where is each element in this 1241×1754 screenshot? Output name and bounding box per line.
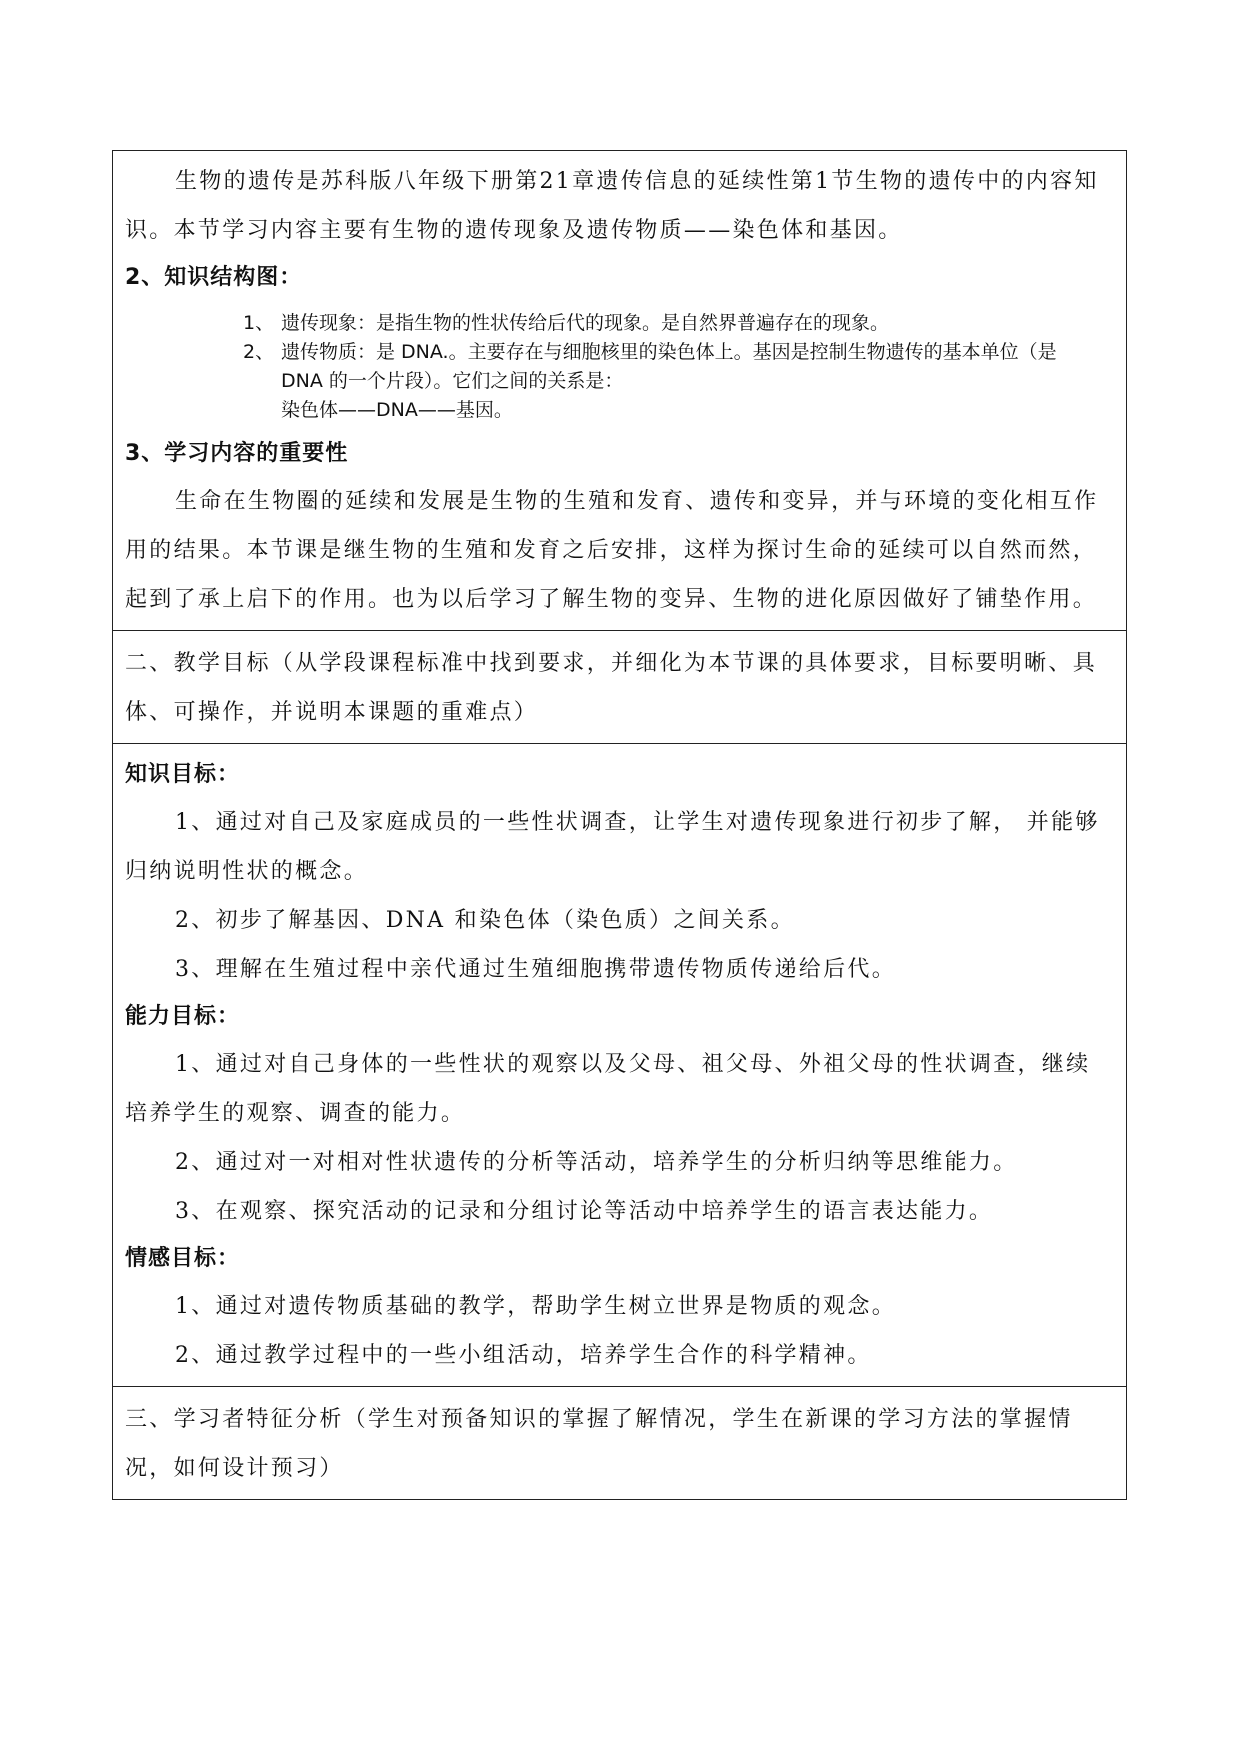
list-text: 遗传现象：是指生物的性状传给后代的现象。是自然界普遍存在的现象。 — [281, 312, 890, 334]
section-three-title-cell — [113, 1387, 1126, 1499]
lesson-plan-table — [112, 150, 1127, 1500]
list-item: 2、通过教学过程中的一些小组活动，培养学生合作的科学精神。 — [175, 1343, 872, 1368]
list-item: 1、通过对自己身体的一些性状的观察以及父母、祖父母、外祖父母的性状调查，继续培养学生的观察、调查的能力。 — [125, 1052, 1091, 1126]
structure-heading: 2、知识结构图： — [125, 265, 303, 290]
list-item: 1、通过对自己及家庭成员的一些性状调查，让学生对遗传现象进行初步了解， 并能够归纳说明性状的概念。 — [125, 810, 1100, 884]
list-number: 1、 — [243, 312, 275, 334]
list-item: 2、通过对一对相对性状遗传的分析等活动，培养学生的分析归纳等思维能力。 — [175, 1150, 1018, 1175]
list-item: 3、在观察、探究活动的记录和分组讨论等活动中培养学生的语言表达能力。 — [175, 1199, 994, 1224]
importance-paragraph: 生命在生物圈的延续和发展是生物的生殖和发育、遗传和变异，并与环境的变化相互作用的结果。本节课是继生物的生殖和发育之后安排，这样为探讨生命的延续可以自然而然，起到了承上启下的作用。也为以后学习了解生物的变异、生物的进化原因做好了铺垫作用。 — [125, 489, 1099, 612]
list-item: 3、理解在生殖过程中亲代通过生殖细胞携带遗传物质传递给后代。 — [175, 957, 896, 982]
intro-paragraph: 生物的遗传是苏科版八年级下册第21章遗传信息的延续性第1节生物的遗传中的内容知识。本节学习内容主要有生物的遗传现象及遗传物质——染色体和基因。 — [125, 169, 1099, 243]
section-two-title-cell — [113, 631, 1126, 744]
knowledge-heading: 知识目标： — [125, 762, 241, 787]
list-item — [243, 309, 1114, 338]
relation-line: 染色体——DNA——基因。 — [281, 399, 513, 421]
importance-heading: 3、学习内容的重要性 — [125, 441, 349, 466]
objectives-cell — [113, 744, 1126, 1387]
content-analysis-cell — [113, 151, 1126, 631]
list-item: 1、通过对遗传物质基础的教学，帮助学生树立世界是物质的观念。 — [175, 1294, 896, 1319]
structure-list — [125, 309, 1114, 425]
list-item — [243, 338, 1114, 396]
ability-heading: 能力目标： — [125, 1004, 241, 1029]
list-number: 2、 — [243, 341, 275, 363]
section-two-title: 二、教学目标（从学段课程标准中找到要求，并细化为本节课的具体要求，目标要明晰、具体、可操作，并说明本课题的重难点） — [125, 651, 1098, 725]
list-text: 遗传物质：是 DNA.。主要存在与细胞核里的染色体上。基因是控制生物遗传的基本单位（是 DNA 的一个片段）。它们之间的关系是： — [281, 341, 1057, 392]
section-three-title: 三、学习者特征分析（学生对预备知识的掌握了解情况，学生在新课的学习方法的掌握情况，如何设计预习） — [125, 1407, 1073, 1481]
list-item: 2、初步了解基因、DNA 和染色体（染色质）之间关系。 — [175, 908, 795, 933]
emotion-heading: 情感目标： — [125, 1246, 241, 1271]
